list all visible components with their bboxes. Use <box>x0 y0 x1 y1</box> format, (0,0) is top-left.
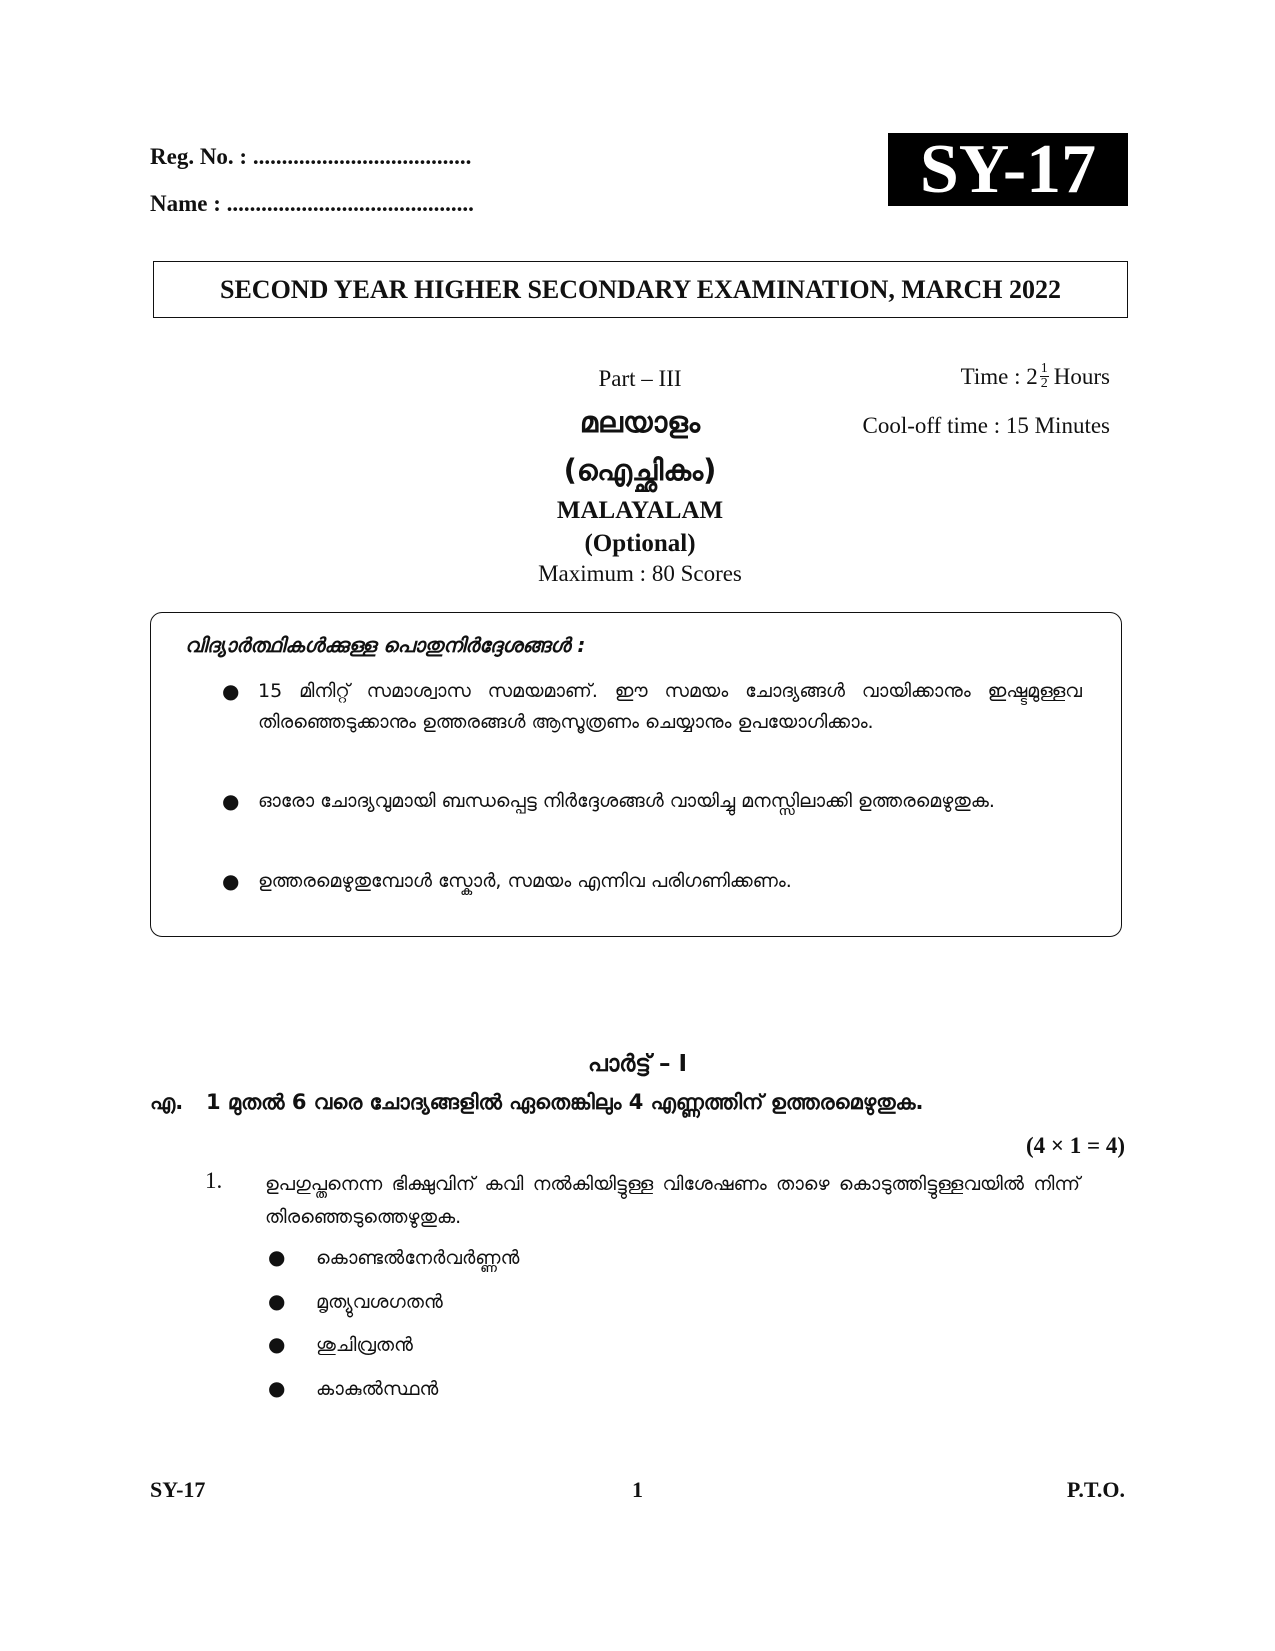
page-number: 1 <box>632 1477 643 1502</box>
instruction-item <box>222 786 1082 817</box>
bullet-icon: ● <box>222 679 240 703</box>
subject-title-english: MALAYALAM <box>556 497 724 524</box>
time-fraction <box>1040 362 1049 391</box>
instruction-text: 15 മിനിറ്റ് സമാശ്വാസ സമയമാണ്. ഈ സമയം ചോദ്യങ്ങൾ വായിക്കാനും ഇഷ്ടമുള്ളവ തിരഞ്ഞെടുക്കാനും ഉത്തരങ്ങൾ ആസൂത്രണം ചെയ്യാനും ഉപയോഗിക്കാം. <box>258 680 1082 733</box>
name-field: Name : ........................................... <box>150 191 474 216</box>
answer-option <box>268 1332 413 1356</box>
option-text: മൃത്യുവശഗതൻ <box>316 1291 443 1313</box>
part-label: Part – III <box>598 366 682 391</box>
pto-label: P.T.O. <box>1066 1477 1125 1502</box>
fraction-numerator: 1 <box>1040 361 1048 376</box>
section-instruction <box>150 1090 924 1115</box>
time-allowed <box>961 362 1110 391</box>
section-text: 1 മുതൽ 6 വരെ ചോദ്യങ്ങളിൽ ഏതെങ്കിലും 4 എണ്ണത്തിന് ഉത്തരമെഴുതുക. <box>206 1090 924 1114</box>
bullet-icon: ● <box>222 789 240 813</box>
answer-option <box>268 1245 519 1269</box>
exam-title-box <box>153 261 1128 318</box>
subject-subtitle-english: (Optional) <box>584 530 696 557</box>
instruction-item <box>222 676 1082 738</box>
bullet-icon: ● <box>268 1289 286 1313</box>
instruction-item <box>222 866 1082 897</box>
time-prefix: Time : 2 <box>960 363 1038 389</box>
bullet-icon: ● <box>222 869 240 893</box>
part-heading: പാർട്ട് – I <box>587 1051 688 1077</box>
answer-option <box>268 1376 438 1400</box>
subject-subtitle-malayalam: (ഐച്ഛികം) <box>563 453 717 487</box>
option-text: ശുചിവ്രതൻ <box>316 1334 413 1356</box>
instructions-heading: വിദ്യാർത്ഥികൾക്കുള്ള പൊതുനിർദ്ദേശങ്ങൾ : <box>185 633 586 657</box>
bullet-icon: ● <box>268 1332 286 1356</box>
bullet-icon: ● <box>268 1245 286 1269</box>
maximum-scores: Maximum : 80 Scores <box>538 561 742 586</box>
paper-code-badge: SY-17 <box>888 133 1128 206</box>
answer-option <box>268 1289 443 1313</box>
exam-title: SECOND YEAR HIGHER SECONDARY EXAMINATION, MARCH 2022 <box>219 274 1061 304</box>
fraction-denominator: 2 <box>1040 376 1048 391</box>
section-label: എ. <box>150 1090 184 1114</box>
question-number: 1. <box>205 1168 223 1193</box>
instruction-text: ഓരോ ചോദ്യവുമായി ബന്ധപ്പെട്ട നിർദ്ദേശങ്ങൾ വായിച്ചു മനസ്സിലാക്കി ഉത്തരമെഴുതുക. <box>258 790 995 812</box>
time-suffix: Hours <box>1053 363 1110 389</box>
section-score: (4 × 1 = 4) <box>1025 1133 1125 1158</box>
bullet-icon: ● <box>268 1376 286 1400</box>
option-text: കൊണ്ടൽനേർവർണ്ണൻ <box>316 1247 520 1269</box>
cool-off-time: Cool-off time : 15 Minutes <box>862 413 1110 438</box>
option-text: കാകുൽസ്ഥൻ <box>316 1378 439 1400</box>
instruction-text: ഉത്തരമെഴുതുമ്പോൾ സ്കോർ, സമയം എന്നിവ പരിഗണിക്കണം. <box>258 870 792 892</box>
footer-code: SY-17 <box>150 1477 206 1502</box>
subject-title-malayalam: മലയാളം <box>579 405 701 439</box>
reg-no-field: Reg. No. : ...................................... <box>150 144 472 169</box>
question-text: ഉപഗുപ്തനെന്ന ഭിക്ഷുവിന് കവി നൽകിയിട്ടുള്ള വിശേഷണം താഴെ കൊടുത്തിട്ടുള്ളവയിൽ നിന്ന് തിരഞ്ഞെടുത്തെഴുതുക. <box>265 1173 1080 1228</box>
